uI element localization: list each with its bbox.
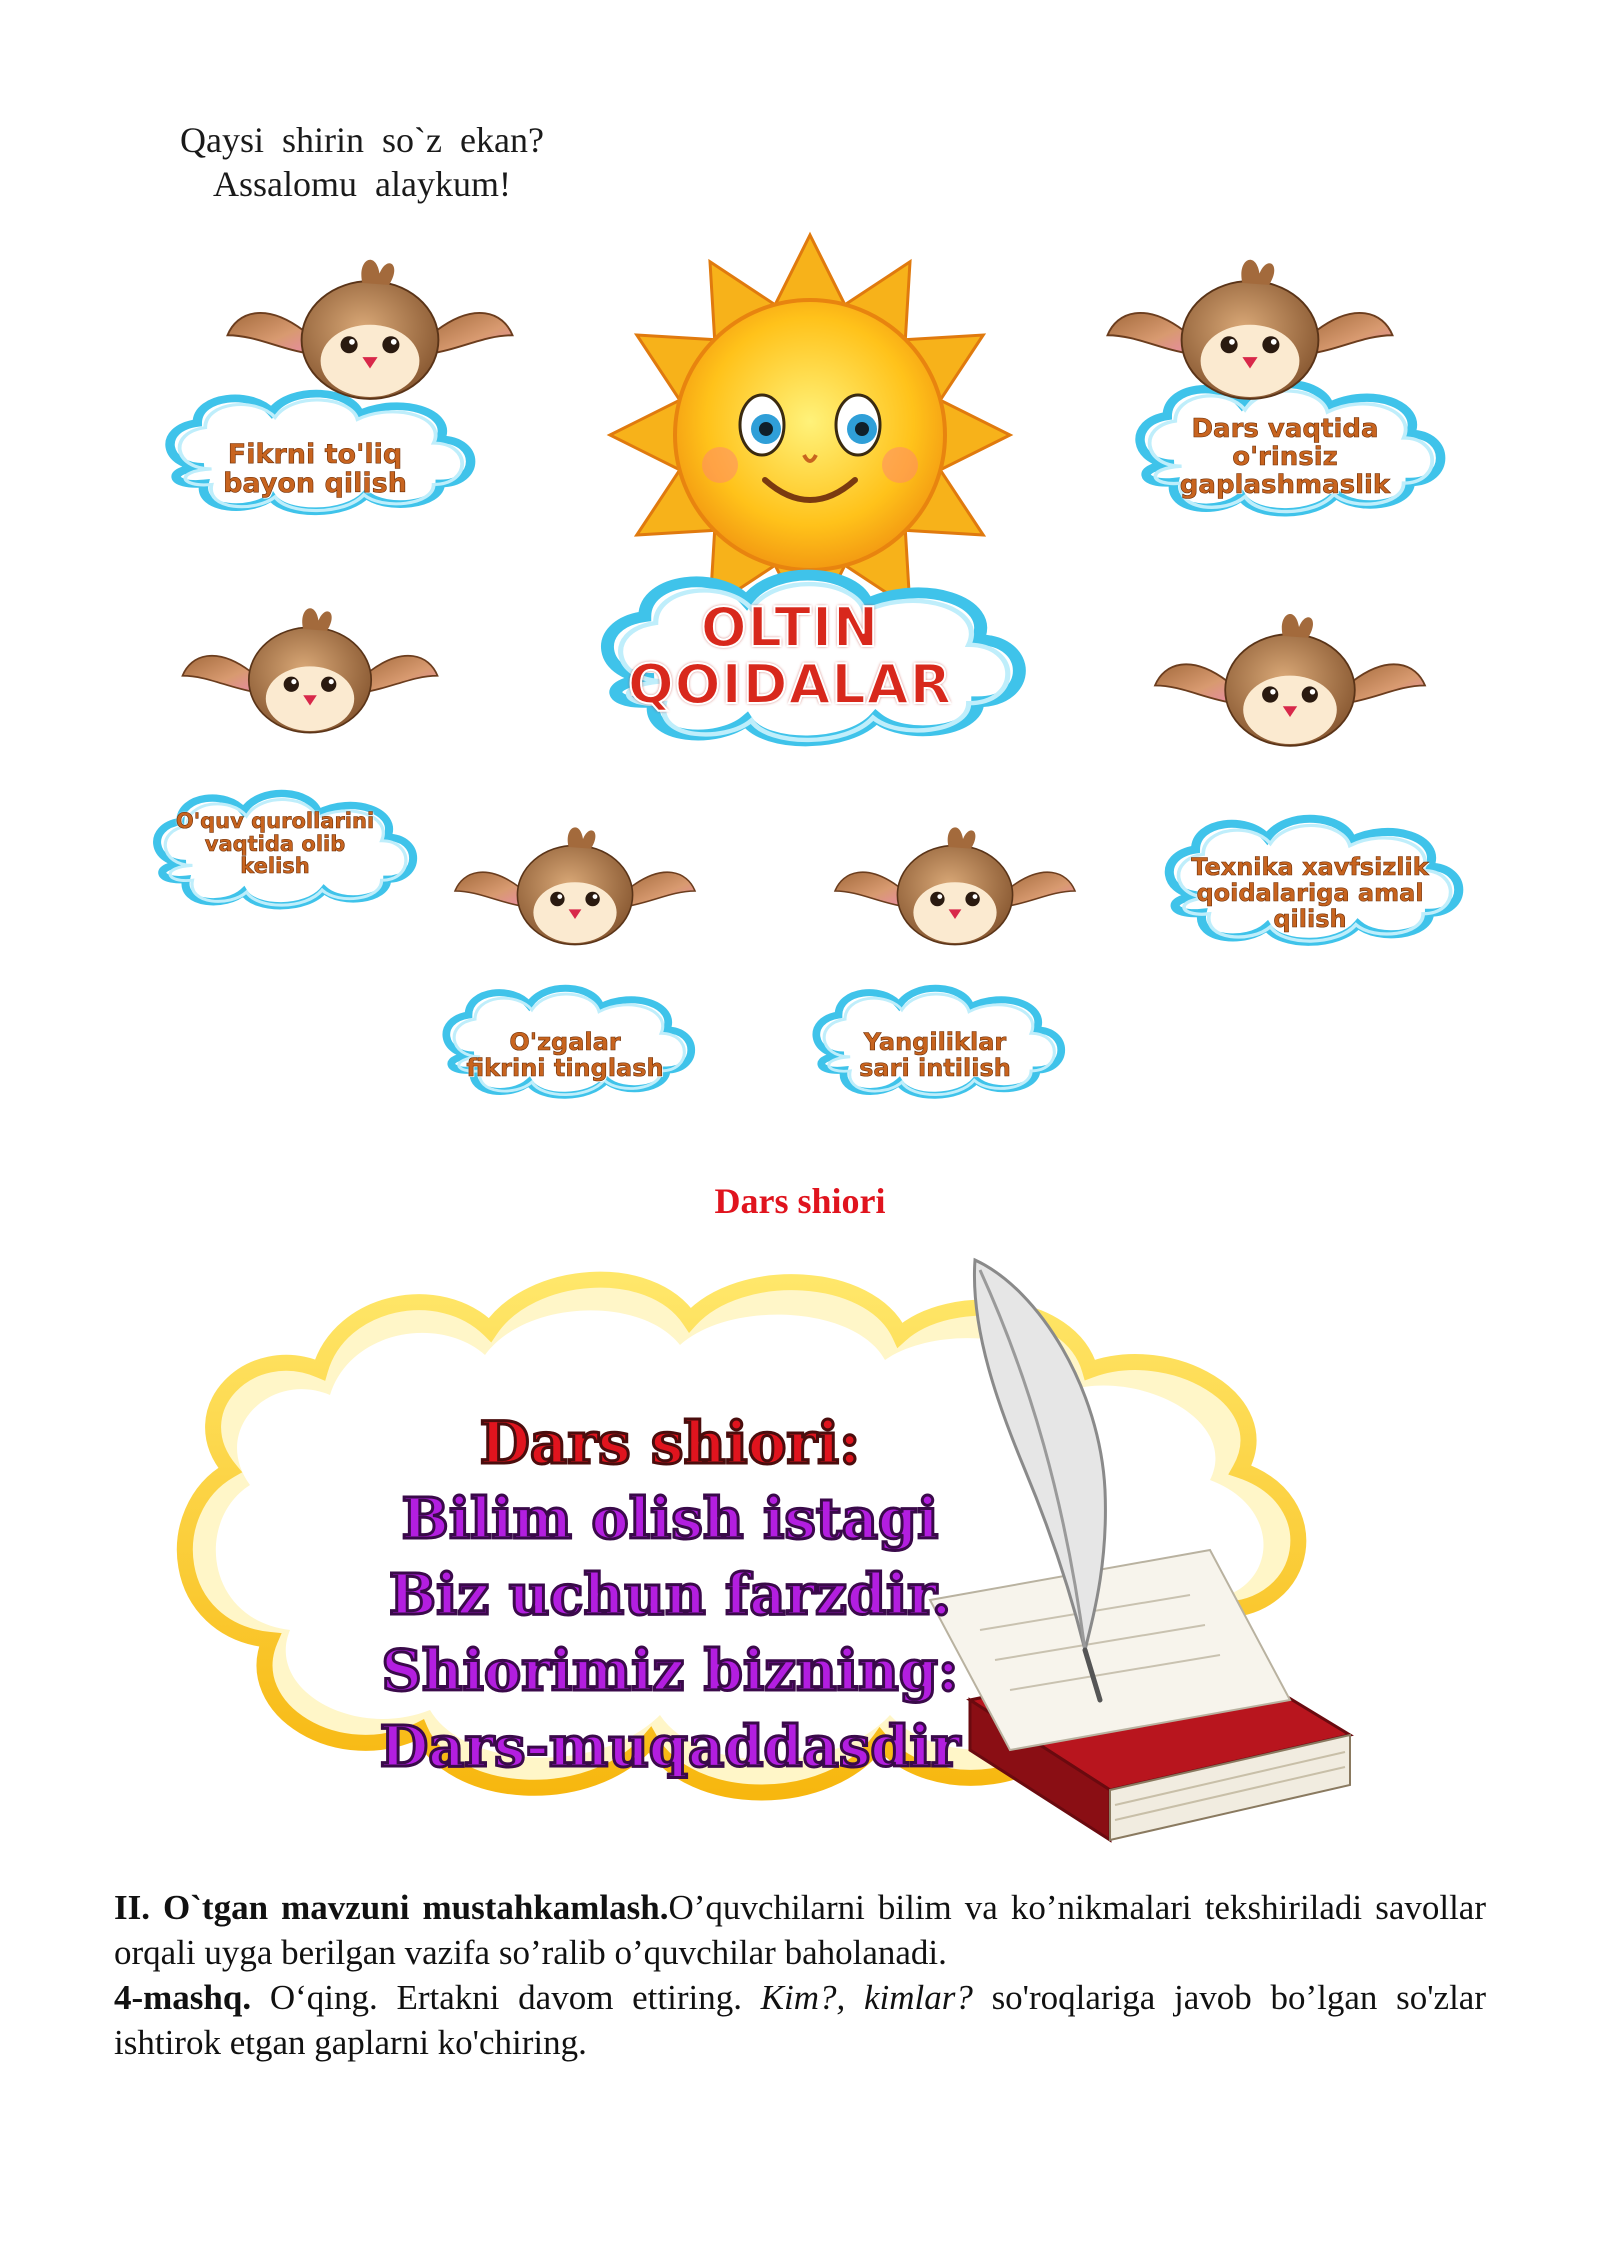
rule-label-line: O'zgalar xyxy=(509,1028,621,1056)
rule-label-line: Texnika xavfsizlik xyxy=(1191,853,1429,881)
rule-label-line: Dars vaqtida xyxy=(1191,414,1379,444)
golden-rules-title-line: QOIDALAR xyxy=(627,652,953,716)
rule-label xyxy=(155,810,395,878)
rule-label-line: vaqtida olib xyxy=(204,831,346,856)
exercise-italic: Kim?, kimlar? xyxy=(760,1978,973,2017)
rule-label-line: gaplashmaslik xyxy=(1179,470,1391,501)
rule-label-line: O'quv qurollarini xyxy=(175,809,375,833)
lesson-section xyxy=(114,1885,1486,2065)
rule-label xyxy=(815,1030,1055,1082)
motto-title: Dars shiori: xyxy=(479,1409,861,1477)
golden-rules-poster xyxy=(120,215,1490,1165)
motto-line: Dars-muqaddasdir xyxy=(379,1714,961,1780)
rule-label xyxy=(445,1030,685,1082)
rule-label-line: bayon qilish xyxy=(223,468,407,500)
exercise-paragraph xyxy=(114,1975,1486,2065)
golden-rules-title-line: OLTIN xyxy=(700,596,880,659)
bird-illustration-5 xyxy=(455,827,695,944)
section-heading: II. O`tgan mavzuni mustahkamlash. xyxy=(114,1888,669,1927)
rule-label-line: kelish xyxy=(240,854,310,879)
rule-label-line: sari intilish xyxy=(859,1053,1011,1082)
bird-illustration-4 xyxy=(1155,614,1425,746)
motto-caption: Dars shiori xyxy=(714,1181,886,1221)
exercise-label: 4-mashq. xyxy=(114,1978,252,2017)
bird-illustration-3 xyxy=(183,608,438,733)
intro xyxy=(142,118,582,206)
section-paragraph xyxy=(114,1885,1486,1975)
exercise-text-end: so'roqlariga javob bo’lgan so'zlar ishtirok etgan gaplarni ko'chiring. xyxy=(114,1978,1486,2062)
rule-label-line: qilish xyxy=(1273,904,1347,933)
golden-rules-title xyxy=(610,596,970,716)
bird-illustration-1 xyxy=(228,260,513,399)
motto-line: Shiorimiz bizning: xyxy=(381,1638,959,1704)
motto-text xyxy=(270,1405,1070,1785)
motto-line: Bilim olish istagi xyxy=(401,1486,939,1552)
rule-label-line: qoidalariga amal xyxy=(1196,878,1424,907)
bird-illustration-2 xyxy=(1108,260,1393,399)
rule-label-line: fikrini tinglash xyxy=(466,1053,664,1082)
bird-illustration-6 xyxy=(835,827,1075,944)
rule-label xyxy=(1175,855,1445,933)
rule-label-line: Yangiliklar xyxy=(863,1028,1007,1056)
motto-line: Biz uchun farzdir. xyxy=(388,1562,952,1628)
section-text: O’quvchilarni bilim va ko’nikmalari tekshiriladi savollar orqali uyga berilgan vazifa so’ralib o’quvchilar baholanadi. xyxy=(114,1888,1486,1972)
rule-label-line: o'rinsiz xyxy=(1232,442,1338,473)
intro-line-1: Qaysi shirin so`z ekan? xyxy=(180,120,544,160)
rule-label xyxy=(180,440,450,498)
rule-label xyxy=(1150,415,1420,499)
exercise-text: O‘qing. Ertakni davom ettiring. xyxy=(251,1978,761,2017)
intro-line-2: Assalomu alaykum! xyxy=(213,164,511,204)
rule-label-line: Fikrni to'liq xyxy=(227,439,403,470)
motto-poster xyxy=(110,1230,1500,1870)
